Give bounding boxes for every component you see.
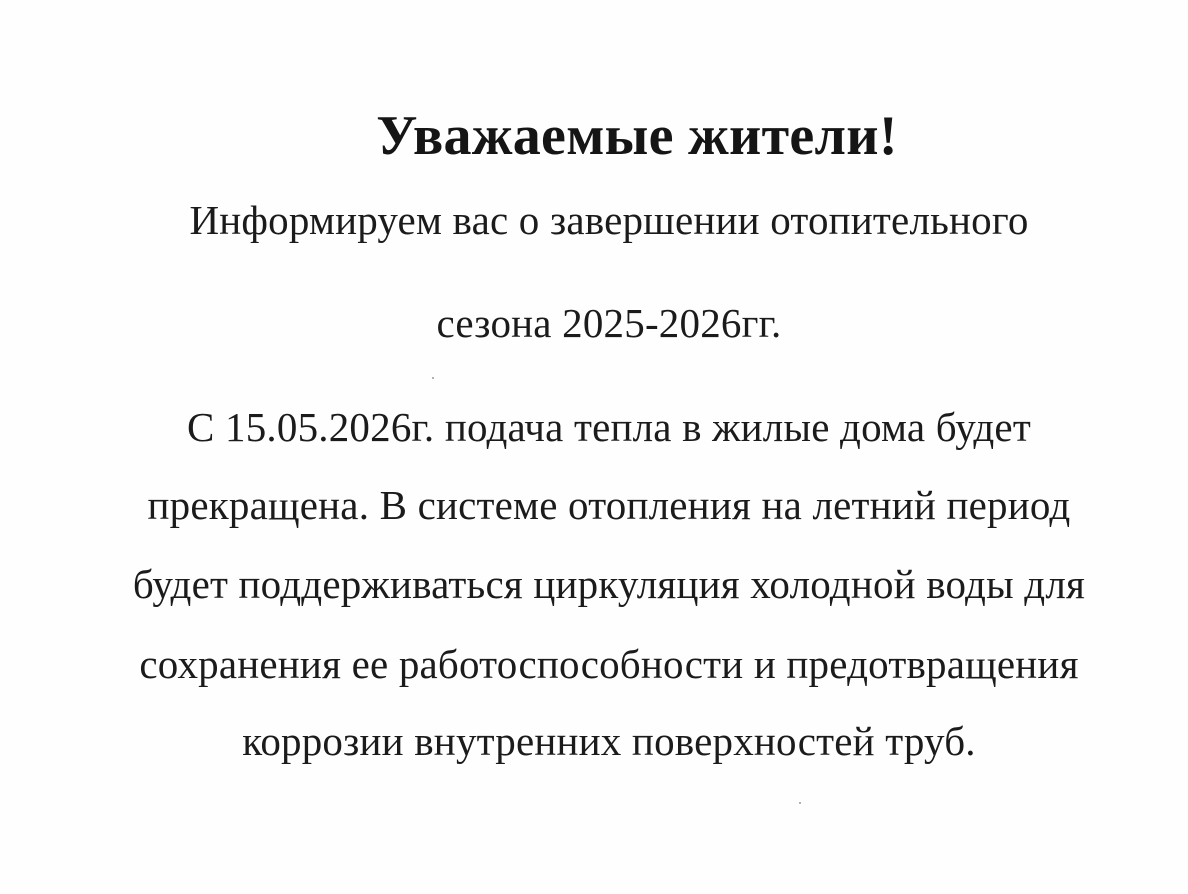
notice-line-4: прекращена. В системе отопления на летний период <box>147 482 1071 528</box>
paper-speck <box>432 377 434 379</box>
notice-line-2: сезона 2025-2026гг. <box>436 300 782 346</box>
notice-line-1: Информируем вас о завершении отопительного <box>189 197 1029 243</box>
notice-line-3: С 15.05.2026г. подача тепла в жилые дома будет <box>187 404 1031 450</box>
notice-line-6: сохранения ее работоспособности и предотвращения <box>139 641 1079 687</box>
paper-speck <box>799 802 801 804</box>
notice-title: Уважаемые жители! <box>376 105 898 167</box>
notice-line-5: будет поддерживаться циркуляция холодной воды для <box>132 561 1086 607</box>
notice-line-7: коррозии внутренних поверхностей труб. <box>242 718 976 764</box>
